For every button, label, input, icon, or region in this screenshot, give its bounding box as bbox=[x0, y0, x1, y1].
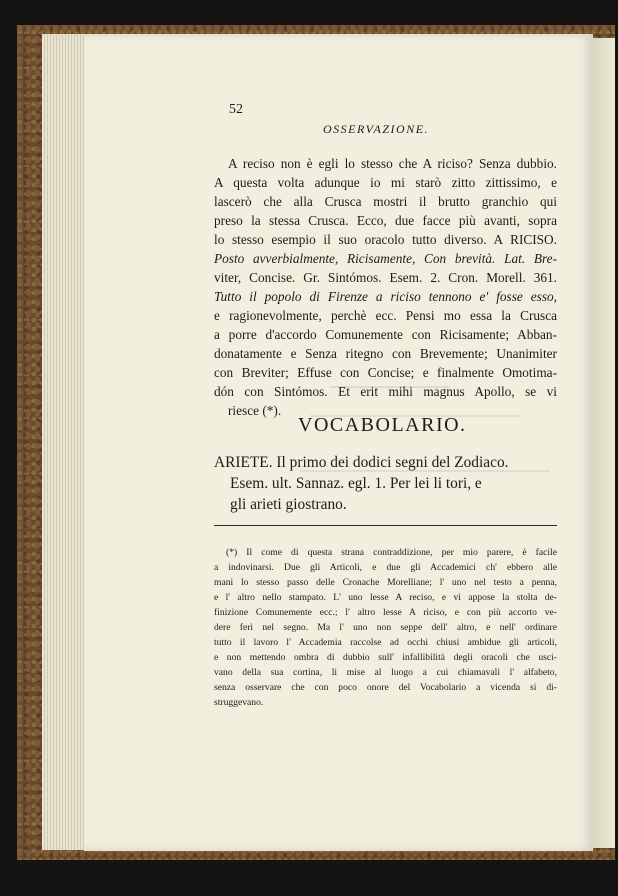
footnote-line: dere ferì nel segno. Ma l' uno non seppe dell' altro, e nell' ordinare bbox=[214, 622, 557, 633]
page-number: 52 bbox=[229, 102, 243, 117]
footnote-line: a indovinarsi. Due gli Articoli, e due gli Accademici ch' ebbero alle bbox=[214, 562, 557, 573]
section-heading: OSSERVAZIONE. bbox=[323, 122, 430, 136]
footnote-line: senza osservare che con poco onore del Vocabolario a vicenda si di- bbox=[214, 682, 557, 693]
entry-line: gli arieti giostrano. bbox=[230, 496, 347, 513]
body-line: e ragionevolmente, perchè ecc. Pensi mo essa la Crusca bbox=[214, 308, 557, 323]
footnote-line: e l' altro nello stampato. L' uno lesse A reciso, e vi appose la stolta de- bbox=[214, 592, 557, 603]
footnote-line: (*) Il come di questa strana contraddizione, per mio parere, è facile bbox=[226, 547, 557, 558]
body-line: donatamente e Senza ritegno con Brevemente; Unanimiter bbox=[214, 346, 557, 361]
body-line: viter, Concise. Gr. Sintómos. Esem. 2. Cron. Morell. 361. bbox=[214, 270, 557, 285]
body-line: Tutto il popolo di Firenze a riciso tennono e' fosse esso, bbox=[214, 289, 557, 304]
body-line: preso la stessa Crusca. Ecco, due facce più avanti, sopra bbox=[214, 213, 557, 228]
footnote-separator bbox=[214, 525, 557, 526]
body-line: lascerò che alla Crusca mostri il brutto granchio qui bbox=[214, 194, 557, 209]
footnote-line: finizione Comunemente ecc.; l' altro lesse A riciso, e con più accorto ve- bbox=[214, 607, 557, 618]
vocabulary-heading: VOCABOLARIO. bbox=[298, 414, 467, 436]
body-line: lo stesso esempio il suo oracolo tutto diverso. A RICISO. bbox=[214, 232, 557, 247]
footnote-line: tutto il lavoro l' Accademia raccolse ad occhi chiusi ambidue gli articoli, bbox=[214, 637, 557, 648]
body-line: riesce (*). bbox=[228, 403, 282, 418]
page-edges bbox=[42, 34, 87, 850]
footnote-line: mani lo stesso passo delle Cronache Morelliane; l' uno nel testo a penna, bbox=[214, 577, 557, 588]
footnote-line: vano della sua cortina, li mise al luogo a cui chiamavali l' alfabeto, bbox=[214, 667, 557, 678]
body-line: A reciso non è egli lo stesso che A riciso? Senza dubbio. bbox=[228, 156, 557, 171]
body-line: dón con Sintómos. Et erit mihi magnus Apollo, se vi bbox=[214, 384, 557, 399]
entry-line: Esem. ult. Sannaz. egl. 1. Per lei li tori, e bbox=[230, 475, 482, 492]
body-line: con Breviter; Effuse con Concise; e finalmente Omotima- bbox=[214, 365, 557, 380]
body-line: a porre d'accordo Comunemente con Ricisamente; Abban- bbox=[214, 327, 557, 342]
entry-line: ARIETE. Il primo dei dodici segni del Zodiaco. bbox=[214, 454, 509, 471]
footnote-line: struggevano. bbox=[214, 697, 264, 708]
body-line: Posto avverbialmente, Ricisamente, Con brevità. Lat. Bre- bbox=[214, 251, 557, 266]
facing-page-edge bbox=[593, 38, 615, 848]
body-line: A questa volta adunque io mi starò zitto zittissimo, e bbox=[214, 175, 557, 190]
footnote-line: e non mettendo ombra di dubbio sull' infallibilità degli oracoli che usci- bbox=[214, 652, 557, 663]
